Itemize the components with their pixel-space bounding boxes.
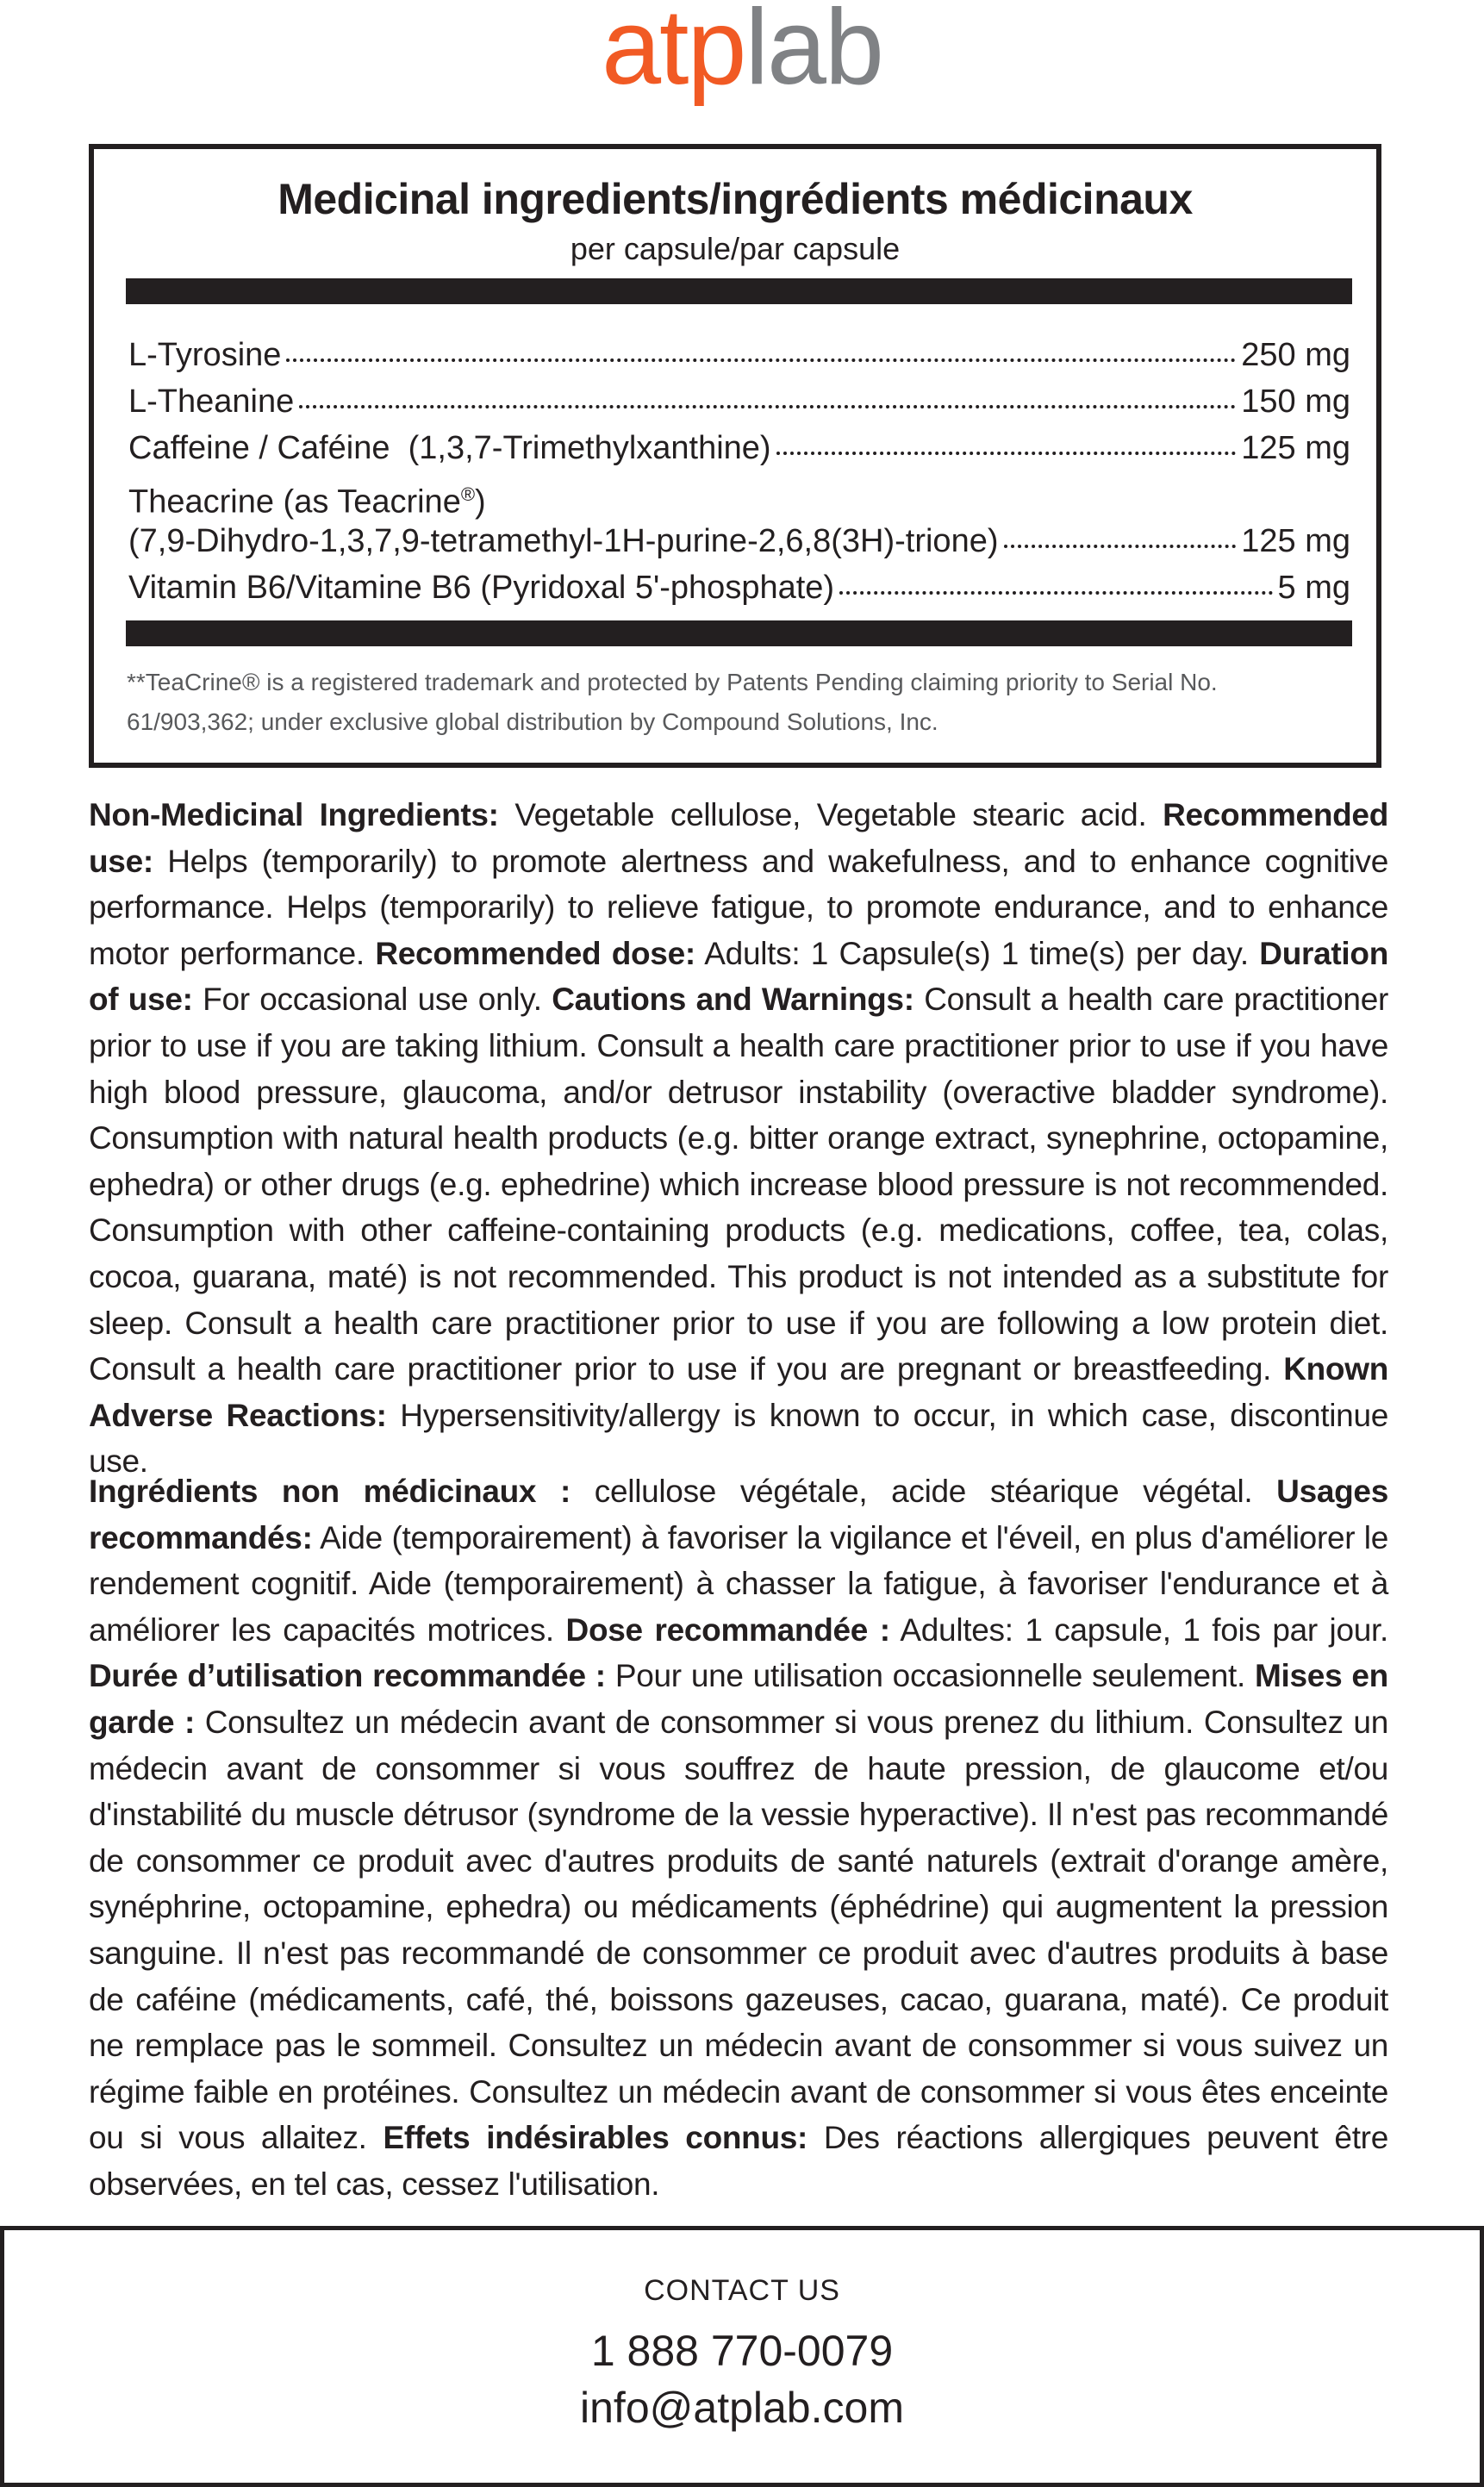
ingredient-row <box>128 564 1350 611</box>
leader-dots <box>776 451 1237 455</box>
ingredient-name: (7,9-Dihydro-1,3,7,9-tetramethyl-1H-purine-2,6,8(3H)-trione) <box>128 523 999 559</box>
theacrine-line <box>128 471 1350 518</box>
ingredient-amount: 250 mg <box>1241 337 1350 373</box>
ingredient-name: Caffeine / Caféine (1,3,7-Trimethylxanthine) <box>128 430 771 466</box>
cautions-text: Consultez un médecin avant de consommer si vous prenez du lithium. Consultez un médecin avant de consommer si vous souffrez de haute pression, de glaucome et/ou d'instabilité du muscle détrusor (syndrome de la vessie hyperactive). Il n'est pas recommandé de consommer ce produit avec d'autres produits de santé naturels (extrait d'orange amère, synéphrine, octopamine, ephedra) ou médicaments (éphédrine) qui augmentent la pression sanguine. Il n'est pas recommandé de consommer ce produit avec d'autres produits à base de caféine (médicaments, café, thé, boissons gazeuses, cacao, guarana, maté). Ce produit ne remplace pas le sommeil. Consultez un médecin avant de consommer si vous suivez un régime faible en protéines. Consultez un médecin avant de consommer si vous êtes enceinte ou si vous allaitez. <box>89 1704 1388 2156</box>
dose-label: Recommended dose: <box>375 935 695 971</box>
nmi-text: Vegetable cellulose, Vegetable stearic acid. <box>498 797 1163 832</box>
ingredient-name: L-Theanine <box>128 383 295 420</box>
medicinal-ingredients-box <box>89 144 1381 768</box>
trademark-footnote: **TeaCrine® is a registered trademark and protected by Patents Pending claiming priority to Serial No. 61/903,362; under exclusive global distribution by Compound Solutions, Inc. <box>127 669 1218 735</box>
duration-text: Pour une utilisation occasionnelle seulement. <box>605 1658 1256 1694</box>
dose-text: Adultes: 1 capsule, 1 fois par jour. <box>889 1611 1388 1648</box>
cautions-label: Mises en garde : <box>89 1658 1388 1740</box>
use-label: Recommended use: <box>89 797 1389 879</box>
ingredient-row <box>128 518 1350 564</box>
use-label: Usages recommandés: <box>89 1474 1388 1555</box>
leader-dots <box>299 404 1236 408</box>
contact-email[interactable]: info@atplab.com <box>580 2384 904 2432</box>
contact-box <box>0 2226 1484 2487</box>
logo-atp: atp <box>602 0 745 107</box>
leader-dots <box>839 590 1272 595</box>
adverse-text: Des réactions allergiques peuvent être observées, en tel cas, cessez l'utilisation. <box>89 2120 1388 2202</box>
ingredient-amount: 125 mg <box>1241 523 1350 559</box>
english-instructions <box>89 792 1388 1485</box>
logo-lab: lab <box>745 0 882 107</box>
divider-bar-top <box>126 278 1352 304</box>
medicinal-subtitle: per capsule/par capsule <box>570 231 901 266</box>
duration-label: Duration of use: <box>89 935 1388 1018</box>
adverse-text: Hypersensitivity/allergy is known to occur, in which case, discontinue use. <box>89 1397 1388 1480</box>
use-text: Aide (temporairement) à favoriser la vigilance et l'éveil, en plus d'améliorer le rendement cognitif. Aide (temporairement) à chasser la fatigue, à favoriser l'endurance et à améliorer les capacités motrices. <box>89 1519 1388 1648</box>
use-text: Helps (temporarily) to promote alertness and wakefulness, and to enhance cognitive performance. Helps (temporarily) to relieve fatigue, to promote endurance, and to enhance motor performance. <box>89 843 1388 971</box>
duration-text: For occasional use only. <box>192 982 552 1018</box>
contact-phone[interactable]: 1 888 770-0079 <box>590 2327 894 2375</box>
ingredient-amount: 150 mg <box>1241 383 1350 420</box>
ingredient-list <box>128 332 1350 611</box>
dose-text: Adults: 1 Capsule(s) 1 time(s) per day. <box>695 935 1260 971</box>
ingredient-amount: 125 mg <box>1241 430 1350 466</box>
leader-dots <box>286 358 1236 362</box>
adverse-label: Effets indésirables connus: <box>383 2120 808 2156</box>
adverse-label: Known Adverse Reactions: <box>89 1351 1388 1433</box>
nmi-label: Ingrédients non médicinaux : <box>89 1474 571 1509</box>
leader-dots <box>1004 544 1237 548</box>
cautions-label: Cautions and Warnings: <box>552 982 914 1018</box>
dose-label: Dose recommandée : <box>565 1611 890 1648</box>
contact-heading: CONTACT US <box>644 2274 840 2307</box>
divider-bar-bottom <box>126 620 1352 646</box>
medicinal-title: Medicinal ingredients/ingrédients médicinaux <box>277 175 1193 223</box>
ingredient-name: L-Tyrosine <box>128 337 282 373</box>
theacrine-suffix: ) <box>475 483 486 520</box>
ingredient-row <box>128 332 1350 378</box>
ingredient-name: Vitamin B6/Vitamine B6 (Pyridoxal 5'-phosphate) <box>128 570 835 606</box>
ingredient-row <box>128 425 1350 471</box>
theacrine-prefix: Theacrine (as Teacrine <box>128 483 461 520</box>
nmi-label: Non-Medicinal Ingredients: <box>89 797 499 832</box>
ingredient-amount: 5 mg <box>1277 570 1350 606</box>
cautions-text: Consult a health care practitioner prior to use if you are taking lithium. Consult a health care practitioner prior to use if you have high blood pressure, glaucoma, and/or detrusor instability (overactive bladder syndrome). Consumption with natural health products (e.g. bitter orange extract, synephrine, octopamine, ephedra) or other drugs (e.g. ephedrine) which increase blood pressure is not recommended. Consumption with other caffeine-containing products (e.g. medications, coffee, tea, colas, cocoa, guarana, maté) is not recommended. This product is not intended as a substitute for sleep. Consult a health care practitioner prior to use if you are following a low protein diet. Consult a health care practitioner prior to use if you are pregnant or breastfeeding. <box>89 982 1389 1387</box>
atplab-logo <box>0 0 1484 138</box>
registered-mark: ® <box>460 483 476 505</box>
french-instructions <box>89 1468 1388 2208</box>
ingredient-row <box>128 378 1350 425</box>
nmi-text: cellulose végétale, acide stéarique végétal. <box>571 1474 1277 1509</box>
duration-label: Durée d’utilisation recommandée : <box>89 1658 606 1694</box>
